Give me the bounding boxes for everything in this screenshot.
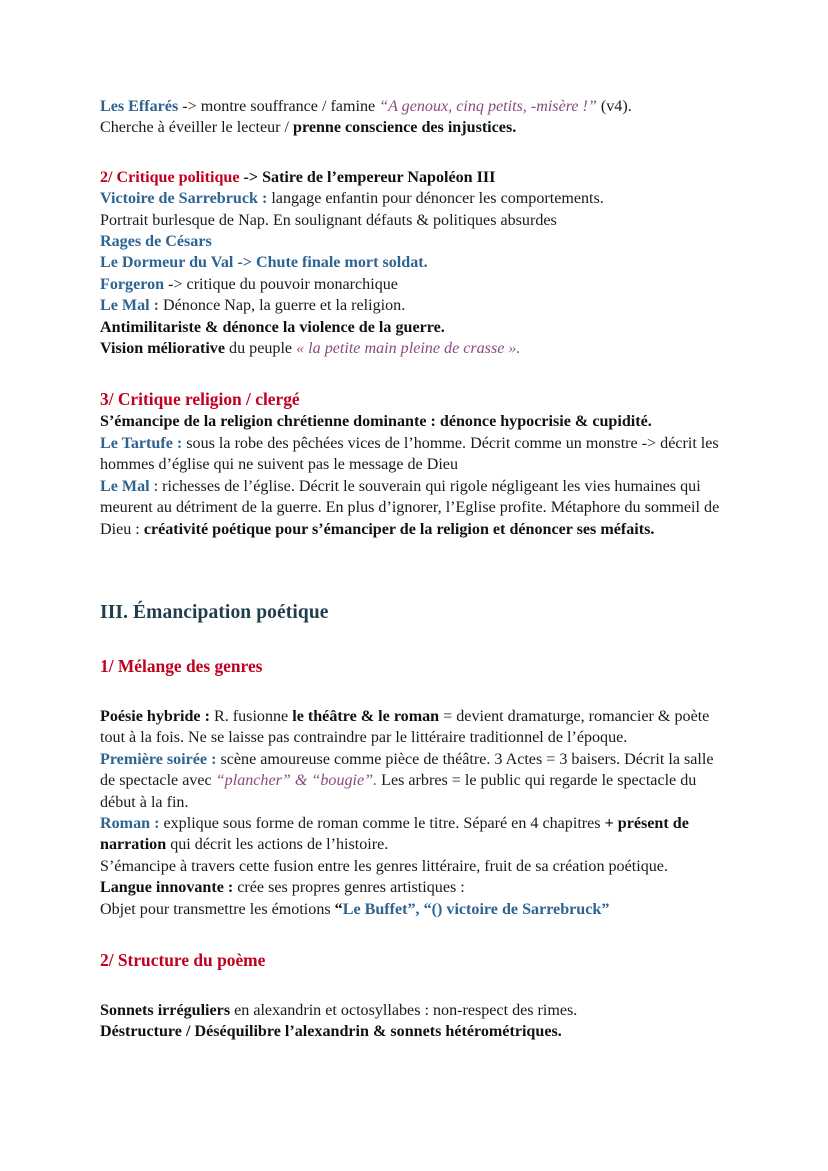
poem-title-rages-de-cesars-line: [100, 231, 728, 252]
poem-title-le-mal-politique: Le Mal :: [100, 297, 159, 315]
objet-emotions-titles: Le Buffet”, “() victoire de Sarrebruck”: [342, 900, 610, 918]
poem-title-dormeur-du-val-line: [100, 252, 728, 273]
destructure-text: Déstructure / Déséquilibre l’alexandrin & sonnets hétérométriques.: [100, 1023, 562, 1041]
premiere-soiree-text-1: scène amoureuse comme pièce de théâtre. 3 Actes = 3 baisers. Décrit la salle de spectacle avec: [100, 750, 714, 790]
spacer-2: [100, 359, 728, 387]
section-iii-heading: III. Émancipation poétique: [100, 601, 329, 623]
poem-title-victoire-de-sarrebruck: Victoire de Sarrebruck :: [100, 190, 268, 208]
les-effares-line-2: [100, 117, 728, 138]
block-les-effares: [100, 96, 728, 139]
sonnets-irreguliers-label: Sonnets irréguliers: [100, 1001, 231, 1019]
sarrebruck-line-2: [100, 210, 728, 231]
langue-innovante-line: [100, 877, 728, 898]
work-title-roman: Roman :: [100, 814, 160, 832]
spacer-3: [100, 540, 728, 600]
roman-line: [100, 813, 728, 856]
tartufe-text: sous la robe des pêchées vices de l’homme. Décrit comme un monstre -> décrit les hommes d’église qui ne suivent pas le message de Dieu: [100, 434, 719, 474]
vision-meliorative-label: Vision méliorative: [100, 340, 226, 358]
poem-title-premiere-soiree: Première soirée :: [100, 750, 217, 768]
emancipe-religion-text: S’émancipe de la religion chrétienne dominante : dénonce hypocrisie & cupidité.: [100, 413, 652, 431]
vision-meliorative-line: [100, 338, 728, 359]
tartufe-line: [100, 433, 728, 476]
spacer-5: [100, 678, 728, 706]
work-title-le-tartufe: Le Tartufe :: [100, 434, 183, 452]
emancipe-religion-line: [100, 411, 728, 432]
roman-emphasis: + présent de narration: [100, 814, 689, 854]
les-effares-verse-ref: (v4).: [596, 98, 632, 115]
le-mal-religion-bold: créativité poétique pour s’émanciper de la religion et dénoncer ses méfaits.: [143, 520, 655, 538]
sonnets-irreguliers-line: [100, 1000, 728, 1021]
poesie-hybride-text-1: R. fusionne: [209, 707, 293, 725]
sonnets-irreguliers-text: en alexandrin et octosyllabes : non-respect des rimes.: [230, 1001, 578, 1019]
objet-emotions-line: [100, 899, 728, 920]
fusion-genres-line: [100, 856, 728, 877]
section2-heading-line: [100, 167, 728, 188]
spacer-7: [100, 972, 728, 1000]
sarrebruck-text: langage enfantin pour dénoncer les comportements.: [267, 190, 604, 208]
poesie-hybride-text-2: = devient dramaturge, romancier & poète tout à la fois. Ne se laisse pas contraindre par le littéraire traditionnel de l’époque.: [100, 707, 710, 747]
les-effares-line2-plain: Cherche à éveiller le lecteur /: [100, 119, 294, 137]
forgeron-text: -> critique du pouvoir monarchique: [164, 275, 398, 293]
poem-title-forgeron: Forgeron: [100, 275, 165, 293]
roman-text-2: qui décrit les actions de l’histoire.: [166, 836, 389, 854]
poem-title-rages-de-cesars: Rages de Césars: [100, 233, 212, 251]
document-body: [100, 96, 728, 1043]
objet-emotions-quote-open: “: [334, 900, 343, 918]
block-critique-religion: [100, 387, 728, 539]
spacer-4: [100, 626, 728, 654]
les-effares-line-1: [100, 96, 728, 117]
le-mal-religion-line: [100, 476, 728, 540]
poesie-hybride-emphasis: le théâtre & le roman: [292, 707, 440, 725]
vision-meliorative-text: du peuple: [225, 340, 297, 358]
block-melange-des-genres: [100, 706, 728, 920]
block-critique-politique: [100, 167, 728, 360]
le-mal-politique-line: [100, 295, 728, 316]
le-mal-politique-text: Dénonce Nap, la guerre et la religion.: [159, 297, 406, 315]
section2-heading: 2/ Critique politique: [100, 168, 240, 186]
premiere-soiree-quote: “plancher” & “bougie”.: [215, 772, 378, 790]
antimilitariste-line: [100, 317, 728, 338]
langue-innovante-label: Langue innovante :: [100, 879, 234, 897]
premiere-soiree-line: [100, 749, 728, 813]
sarrebruck-text-2: Portrait burlesque de Nap. En soulignant défauts & politiques absurdes: [100, 211, 557, 229]
les-effares-arrow: ->: [178, 98, 201, 115]
roman-text-1: explique sous forme de roman comme le titre. Séparé en 4 chapitres: [159, 814, 605, 832]
vision-meliorative-quote: « la petite main pleine de crasse ».: [296, 340, 521, 358]
langue-innovante-text: crée ses propres genres artistiques :: [233, 879, 465, 897]
spacer-1: [100, 139, 728, 167]
poem-title-les-effares: Les Effarés: [100, 98, 179, 115]
destructure-line: [100, 1021, 728, 1042]
fusion-genres-text: S’émancipe à travers cette fusion entre les genres littéraire, fruit de sa création poétique.: [100, 857, 668, 875]
sarrebruck-line: [100, 188, 728, 209]
poem-title-le-mal-religion: Le Mal: [100, 477, 150, 495]
section3-heading: 3/ Critique religion / clergé: [100, 389, 300, 410]
les-effares-line2-bold: prenne conscience des injustices.: [293, 119, 517, 137]
les-effares-lead: montre souffrance / famine: [200, 98, 380, 115]
poesie-hybride-line: [100, 706, 728, 749]
section2-heading-arrow: ->: [239, 168, 263, 186]
premiere-soiree-text-2: Les arbres = le public qui regarde le spectacle du début à la fin.: [100, 772, 697, 811]
poesie-hybride-label: Poésie hybride :: [100, 707, 210, 725]
subsection-1-heading: 1/ Mélange des genres: [100, 655, 263, 676]
section2-heading-rest: Satire de l’empereur Napoléon III: [262, 168, 496, 186]
objet-emotions-text: Objet pour transmettre les émotions: [100, 900, 335, 918]
forgeron-line: [100, 274, 728, 295]
les-effares-quote: “A genoux, cinq petits, -misère !”: [379, 98, 597, 115]
le-mal-religion-text: : richesses de l’église. Décrit le souverain qui rigole négligeant les vies humaines qui meurent au détriment de la guerre. En plus d’ignorer, l’Eglise profite. Métaphore du sommeil de Dieu :: [100, 477, 720, 538]
spacer-6: [100, 920, 728, 948]
block-structure-du-poeme: [100, 1000, 728, 1043]
poem-title-dormeur-du-val: Le Dormeur du Val -> Chute finale mort soldat.: [100, 254, 428, 272]
subsection-2-heading: 2/ Structure du poème: [100, 949, 266, 970]
antimilitariste-text: Antimilitariste & dénonce la violence de la guerre.: [100, 318, 445, 336]
